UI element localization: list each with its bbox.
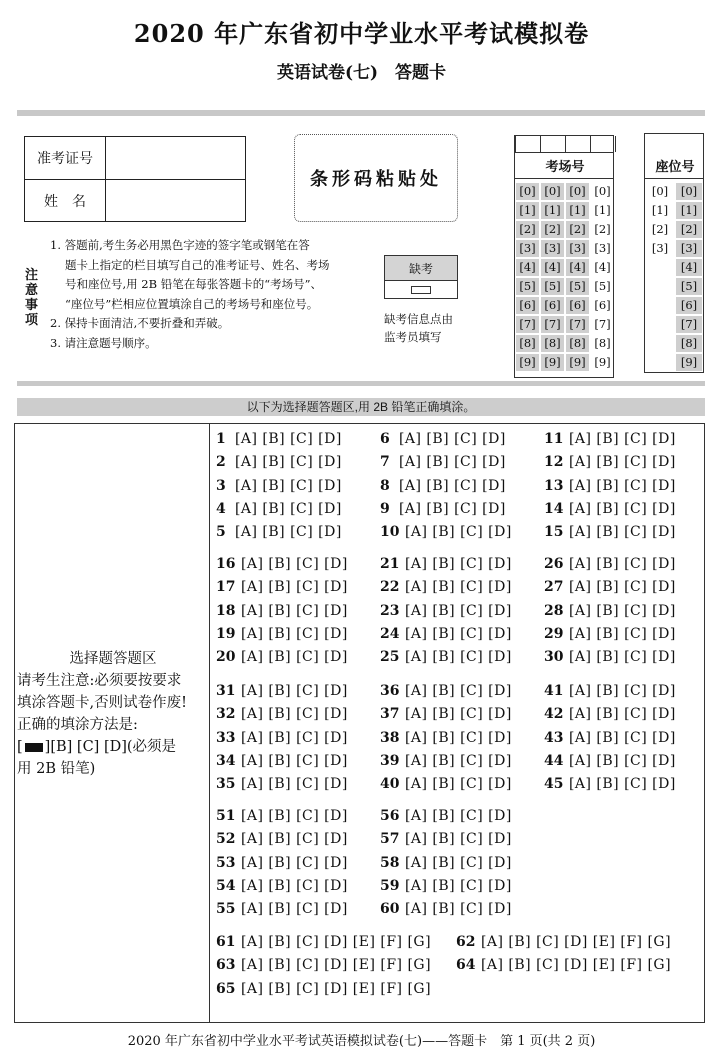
exam-room-bubble[interactable]: [7] [594, 317, 611, 331]
exam-room-bubble[interactable]: [8] [566, 335, 589, 352]
question-options[interactable]: [A] [B] [C] [D] [236, 877, 348, 894]
question-options[interactable]: [A] [B] [C] [D] [400, 524, 512, 541]
question-56[interactable] [380, 808, 512, 824]
question-20[interactable] [216, 649, 348, 665]
question-number: 42 [544, 706, 564, 723]
question-35[interactable] [216, 776, 348, 792]
question-number: 4 [216, 500, 226, 517]
page-title: 2020 年广东省初中学业水平考试模拟卷 [133, 19, 590, 48]
question-5[interactable] [216, 524, 342, 540]
question-19[interactable] [216, 626, 348, 642]
question-number: 6 [380, 431, 390, 447]
exam-room-label: 考场号 [545, 160, 585, 175]
instr-example: [ ][B] [C] [D](必须是 [17, 739, 177, 755]
question-options[interactable]: [A] [B] [C] [D] [236, 776, 348, 793]
question-number: 19 [216, 625, 236, 642]
question-number: 52 [216, 831, 236, 848]
question-34[interactable] [216, 753, 348, 769]
question-options[interactable]: [A] [B] [C] [D] [400, 854, 512, 871]
instr-example-text: [B] [C] [D](必须是 [50, 739, 177, 755]
seat-bubble[interactable]: [1] [676, 202, 702, 219]
exam-room-bubble[interactable]: [6] [594, 298, 611, 312]
question-number: 3 [216, 477, 226, 494]
id-field-value[interactable] [106, 137, 245, 179]
instr-title: 选择题答题区 [69, 651, 157, 667]
exam-room-bubble[interactable]: [5] [594, 279, 611, 293]
question-number: 24 [380, 625, 400, 642]
question-number: 61 [216, 934, 236, 950]
question-number: 54 [216, 877, 236, 894]
absent-label: 缺考 [385, 256, 457, 281]
question-number: 30 [544, 649, 564, 666]
question-38[interactable] [380, 730, 512, 746]
question-number: 29 [544, 625, 564, 642]
question-number: 22 [380, 579, 400, 596]
notes-label: 注意事项 [25, 268, 39, 328]
exam-room-grid [514, 135, 614, 378]
question-number: 8 [380, 477, 390, 494]
note-line: 题卡上指定的栏目填写自己的准考证号、姓名、考场 [65, 257, 330, 272]
question-options[interactable]: [A] [B] [C] [D] [236, 706, 348, 723]
question-number: 7 [380, 454, 390, 471]
question-number: 28 [544, 602, 564, 619]
note-line: 2. 保持卡面清洁,不要折叠和弄破。 [50, 316, 230, 330]
question-options[interactable]: [A] [B] [C] [D] [236, 602, 348, 619]
question-number: 34 [216, 752, 236, 769]
question-options[interactable]: [A] [B] [C] [D] [400, 901, 512, 918]
seat-bubble[interactable]: [9] [676, 354, 702, 371]
question-options[interactable]: [A] [B] [C] [D] [236, 729, 348, 746]
exam-room-bubble[interactable]: [2] [566, 221, 589, 238]
question-options[interactable]: [A] [B] [C] [D] [E] [F] [G] [236, 934, 432, 950]
question-options[interactable]: [A] [B] [C] [D] [564, 477, 676, 494]
question-1[interactable] [216, 431, 342, 447]
question-number: 56 [380, 808, 400, 824]
question-options[interactable]: [A] [B] [C] [D] [400, 649, 512, 666]
question-51[interactable] [216, 808, 348, 824]
exam-room-bubble[interactable]: [3] [594, 241, 611, 255]
exam-room-bubble[interactable]: [8] [516, 335, 539, 352]
exam-room-bubble[interactable]: [3] [516, 240, 539, 257]
exam-room-bubble[interactable]: [6] [541, 297, 564, 314]
exam-room-bubble[interactable]: [0] [516, 183, 539, 200]
question-61[interactable] [216, 934, 431, 950]
question-number: 31 [216, 683, 236, 699]
question-options[interactable]: [A] [B] [C] [D] [564, 649, 676, 666]
question-62[interactable] [456, 934, 671, 950]
question-number: 62 [456, 934, 476, 950]
question-options[interactable]: [A] [B] [C] [D] [230, 431, 342, 447]
question-24[interactable] [380, 626, 512, 642]
note-line: 3. 请注意题号顺序。 [50, 335, 157, 350]
question-options[interactable]: [A] [B] [C] [D] [400, 752, 512, 769]
exam-room-bubble[interactable]: [8] [594, 336, 611, 350]
question-options[interactable]: [A] [B] [C] [D] [230, 500, 342, 517]
question-number: 2 [216, 454, 226, 471]
grid-line [590, 136, 591, 152]
question-options[interactable]: [A] [B] [C] [D] [400, 706, 512, 723]
question-3[interactable] [216, 478, 342, 494]
exam-room-bubble[interactable]: [1] [566, 202, 589, 219]
seat-grid [644, 133, 704, 373]
question-11[interactable] [544, 431, 676, 447]
section-divider [17, 381, 705, 386]
filled-example-icon [25, 743, 43, 752]
question-number: 36 [380, 683, 400, 699]
question-number: 59 [380, 877, 400, 894]
exam-room-bubble[interactable]: [9] [594, 355, 611, 369]
exam-room-bubble[interactable]: [0] [566, 183, 589, 200]
id-table [24, 136, 246, 222]
question-52[interactable] [216, 831, 348, 847]
question-options[interactable]: [A] [B] [C] [D] [400, 602, 512, 619]
question-23[interactable] [380, 603, 512, 619]
question-number: 16 [216, 556, 236, 572]
question-64[interactable] [456, 957, 671, 973]
question-options[interactable]: [A] [B] [C] [D] [564, 556, 676, 572]
question-options[interactable]: [A] [B] [C] [D] [564, 752, 676, 769]
question-number: 64 [456, 957, 476, 974]
absent-box [384, 255, 458, 299]
exam-room-bubble[interactable]: [9] [566, 354, 589, 371]
id-field-label: 准考证号 [25, 137, 106, 179]
question-options[interactable]: [A] [B] [C] [D] [236, 579, 348, 596]
question-number: 38 [380, 729, 400, 746]
grid-line [515, 136, 516, 152]
notes-text [50, 236, 368, 353]
question-45[interactable] [544, 776, 676, 792]
absent-note-line: 监考员填写 [384, 330, 442, 344]
exam-room-bubble[interactable]: [7] [516, 316, 539, 333]
question-58[interactable] [380, 855, 512, 871]
question-2[interactable] [216, 454, 342, 470]
seat-label: 座位号 [655, 160, 695, 175]
question-number: 15 [544, 524, 564, 541]
question-26[interactable] [544, 556, 676, 572]
question-40[interactable] [380, 776, 512, 792]
name-field-value[interactable] [106, 180, 245, 222]
question-options[interactable]: [A] [B] [C] [D] [230, 454, 342, 471]
question-options[interactable]: [A] [B] [C] [D] [230, 524, 342, 541]
exam-room-bubble[interactable]: [9] [541, 354, 564, 371]
exam-room-bubble[interactable]: [8] [541, 335, 564, 352]
question-21[interactable] [380, 556, 512, 572]
note-line: 1. 答题前,考生务必用黑色字迹的签字笔或钢笔在答 [50, 238, 310, 252]
question-59[interactable] [380, 878, 512, 894]
question-number: 55 [216, 901, 236, 918]
question-9[interactable] [380, 501, 506, 517]
exam-room-bubble[interactable]: [2] [594, 222, 611, 236]
note-line: 号和座位号,用 2B 铅笔在每张答题卡的“考场号”、 [65, 277, 322, 291]
question-options[interactable]: [A] [B] [C] [D] [394, 431, 506, 447]
seat-bubble[interactable]: [8] [676, 335, 702, 352]
question-number: 65 [216, 980, 236, 997]
question-options[interactable]: [A] [B] [C] [D] [564, 602, 676, 619]
question-options[interactable]: [A] [B] [C] [D] [400, 808, 512, 824]
question-options[interactable]: [A] [B] [C] [D] [236, 854, 348, 871]
question-options[interactable]: [A] [B] [C] [D] [564, 500, 676, 517]
seat-bubble[interactable]: [2] [651, 222, 669, 236]
grid-line [540, 136, 541, 152]
question-number: 58 [380, 854, 400, 871]
question-31[interactable] [216, 683, 348, 699]
instr-line: 填涂答题卡,否则试卷作废! [17, 695, 187, 711]
question-options[interactable]: [A] [B] [C] [D] [236, 683, 348, 699]
question-options[interactable]: [A] [B] [C] [D] [236, 831, 348, 848]
exam-room-bubble[interactable]: [3] [566, 240, 589, 257]
page-footer: 2020 年广东省初中学业水平考试英语模拟试卷(七)——答题卡 第 1 页(共 2 页) [127, 1034, 596, 1049]
question-43[interactable] [544, 730, 676, 746]
exam-room-bubble[interactable]: [3] [541, 240, 564, 257]
question-30[interactable] [544, 649, 676, 665]
question-number: 10 [380, 524, 400, 541]
question-options[interactable]: [A] [B] [C] [D] [394, 477, 506, 494]
exam-room-bubble[interactable]: [4] [566, 259, 589, 276]
seat-bubble[interactable]: [3] [651, 241, 669, 255]
question-options[interactable]: [A] [B] [C] [D] [230, 477, 342, 494]
name-field-label: 姓 名 [25, 180, 106, 222]
instr-line: 正确的填涂方法是: [17, 717, 138, 733]
seat-bubble[interactable]: [3] [676, 240, 702, 257]
question-options[interactable]: [A] [B] [C] [D] [400, 877, 512, 894]
question-options[interactable]: [A] [B] [C] [D] [564, 524, 676, 541]
header-divider [17, 110, 705, 116]
exam-room-bubble[interactable]: [7] [541, 316, 564, 333]
question-options[interactable]: [A] [B] [C] [D] [564, 579, 676, 596]
exam-room-bubble[interactable]: [1] [516, 202, 539, 219]
exam-room-bubble[interactable]: [1] [594, 203, 611, 217]
question-options[interactable]: [A] [B] [C] [D] [564, 706, 676, 723]
grid-line [615, 136, 616, 152]
question-options[interactable]: [A] [B] [C] [D] [564, 776, 676, 793]
note-line: “座位号”栏相应位置填涂自己的考场号和座位号。 [65, 296, 319, 311]
exam-room-bubble[interactable]: [2] [516, 221, 539, 238]
instr-line: 请考生注意:必须要按要求 [17, 673, 182, 689]
grid-line [645, 178, 703, 179]
question-number: 18 [216, 602, 236, 619]
seat-bubble[interactable]: [6] [676, 297, 702, 314]
question-6[interactable] [380, 431, 506, 447]
question-options[interactable]: [A] [B] [C] [D] [400, 683, 512, 699]
question-number: 14 [544, 500, 564, 517]
question-4[interactable] [216, 501, 342, 517]
question-number: 35 [216, 776, 236, 793]
question-54[interactable] [216, 878, 348, 894]
question-number: 20 [216, 649, 236, 666]
exam-room-bubble[interactable]: [4] [594, 260, 611, 274]
question-options[interactable]: [A] [B] [C] [D] [236, 625, 348, 642]
question-number: 39 [380, 752, 400, 769]
question-number: 43 [544, 729, 564, 746]
grid-line [515, 178, 613, 179]
choice-notice: 以下为选择题答题区,用 2B 铅笔正确填涂。 [17, 398, 705, 416]
question-number: 21 [380, 556, 400, 572]
question-options[interactable]: [A] [B] [C] [D] [E] [F] [G] [476, 957, 672, 974]
question-options[interactable]: [A] [B] [C] [D] [E] [F] [G] [476, 934, 672, 950]
question-number: 37 [380, 706, 400, 723]
question-29[interactable] [544, 626, 676, 642]
question-22[interactable] [380, 579, 512, 595]
exam-room-bubble[interactable]: [9] [516, 354, 539, 371]
absent-note-line: 缺考信息点由 [384, 312, 453, 326]
question-number: 33 [216, 729, 236, 746]
question-options[interactable]: [A] [B] [C] [D] [400, 625, 512, 642]
question-options[interactable]: [A] [B] [C] [D] [564, 729, 676, 746]
question-number: 41 [544, 683, 564, 699]
question-number: 17 [216, 579, 236, 596]
question-number: 27 [544, 579, 564, 596]
question-number: 23 [380, 602, 400, 619]
exam-room-bubble[interactable]: [1] [541, 202, 564, 219]
question-options[interactable]: [A] [B] [C] [D] [236, 901, 348, 918]
exam-room-bubble[interactable]: [5] [541, 278, 564, 295]
question-options[interactable]: [A] [B] [C] [D] [236, 752, 348, 769]
question-55[interactable] [216, 901, 348, 917]
question-number: 1 [216, 431, 226, 447]
exam-room-bubble[interactable]: [6] [516, 297, 539, 314]
question-53[interactable] [216, 855, 348, 871]
question-63[interactable] [216, 957, 431, 973]
barcode-area: 条形码粘贴处 [294, 134, 458, 222]
question-options[interactable]: [A] [B] [C] [D] [E] [F] [G] [236, 957, 432, 974]
question-42[interactable] [544, 706, 676, 722]
seat-bubble[interactable]: [1] [651, 203, 669, 217]
question-number: 57 [380, 831, 400, 848]
question-options[interactable]: [A] [B] [C] [D] [394, 454, 506, 471]
question-25[interactable] [380, 649, 512, 665]
question-number: 11 [544, 431, 564, 447]
exam-room-bubble[interactable]: [2] [541, 221, 564, 238]
question-27[interactable] [544, 579, 676, 595]
absent-bubble[interactable] [411, 286, 431, 294]
answer-divider [209, 424, 210, 1022]
question-options[interactable]: [A] [B] [C] [D] [E] [F] [G] [236, 980, 432, 997]
question-17[interactable] [216, 579, 348, 595]
grid-line [515, 152, 613, 153]
question-28[interactable] [544, 603, 676, 619]
question-37[interactable] [380, 706, 512, 722]
question-options[interactable]: [A] [B] [C] [D] [400, 831, 512, 848]
question-options[interactable]: [A] [B] [C] [D] [564, 683, 676, 699]
choice-instructions [17, 648, 209, 780]
exam-room-bubble[interactable]: [0] [594, 184, 611, 198]
question-36[interactable] [380, 683, 512, 699]
question-14[interactable] [544, 501, 676, 517]
question-8[interactable] [380, 478, 506, 494]
question-16[interactable] [216, 556, 348, 572]
instr-line: 用 2B 铅笔) [17, 761, 96, 777]
question-12[interactable] [544, 454, 676, 470]
question-options[interactable]: [A] [B] [C] [D] [400, 729, 512, 746]
question-options[interactable]: [A] [B] [C] [D] [236, 649, 348, 666]
question-number: 32 [216, 706, 236, 723]
seat-bubble[interactable]: [5] [676, 278, 702, 295]
question-number: 13 [544, 477, 564, 494]
question-10[interactable] [380, 524, 512, 540]
exam-room-bubble[interactable]: [4] [541, 259, 564, 276]
seat-bubble[interactable]: [7] [676, 316, 702, 333]
seat-bubble[interactable]: [0] [676, 183, 702, 200]
question-number: 60 [380, 901, 400, 918]
seat-bubble[interactable]: [4] [676, 259, 702, 276]
exam-room-bubble[interactable]: [5] [566, 278, 589, 295]
question-number: 53 [216, 854, 236, 871]
question-44[interactable] [544, 753, 676, 769]
question-13[interactable] [544, 478, 676, 494]
exam-room-bubble[interactable]: [4] [516, 259, 539, 276]
question-7[interactable] [380, 454, 506, 470]
question-number: 45 [544, 776, 564, 793]
question-options[interactable]: [A] [B] [C] [D] [400, 556, 512, 572]
exam-room-bubble[interactable]: [6] [566, 297, 589, 314]
question-options[interactable]: [A] [B] [C] [D] [400, 776, 512, 793]
question-options[interactable]: [A] [B] [C] [D] [394, 500, 506, 517]
question-33[interactable] [216, 730, 348, 746]
question-39[interactable] [380, 753, 512, 769]
question-options[interactable]: [A] [B] [C] [D] [564, 431, 676, 447]
question-options[interactable]: [A] [B] [C] [D] [564, 625, 676, 642]
exam-room-bubble[interactable]: [5] [516, 278, 539, 295]
question-options[interactable]: [A] [B] [C] [D] [400, 579, 512, 596]
question-number: 40 [380, 776, 400, 793]
question-number: 9 [380, 500, 390, 517]
exam-room-bubble[interactable]: [7] [566, 316, 589, 333]
question-60[interactable] [380, 901, 512, 917]
seat-bubble[interactable]: [0] [651, 184, 669, 198]
question-number: 25 [380, 649, 400, 666]
question-number: 44 [544, 752, 564, 769]
exam-room-bubble[interactable]: [0] [541, 183, 564, 200]
question-15[interactable] [544, 524, 676, 540]
question-options[interactable]: [A] [B] [C] [D] [236, 556, 348, 572]
question-number: 26 [544, 556, 564, 572]
question-number: 12 [544, 454, 564, 471]
grid-line [565, 136, 566, 152]
question-options[interactable]: [A] [B] [C] [D] [236, 808, 348, 824]
question-options[interactable]: [A] [B] [C] [D] [564, 454, 676, 471]
absent-note [384, 310, 474, 346]
question-65[interactable] [216, 981, 431, 997]
seat-bubble[interactable]: [2] [676, 221, 702, 238]
question-57[interactable] [380, 831, 512, 847]
question-number: 51 [216, 808, 236, 824]
question-number: 63 [216, 957, 236, 974]
question-number: 5 [216, 524, 226, 541]
page-subtitle: 英语试卷(七) 答题卡 [276, 63, 447, 83]
question-18[interactable] [216, 603, 348, 619]
question-41[interactable] [544, 683, 676, 699]
question-32[interactable] [216, 706, 348, 722]
